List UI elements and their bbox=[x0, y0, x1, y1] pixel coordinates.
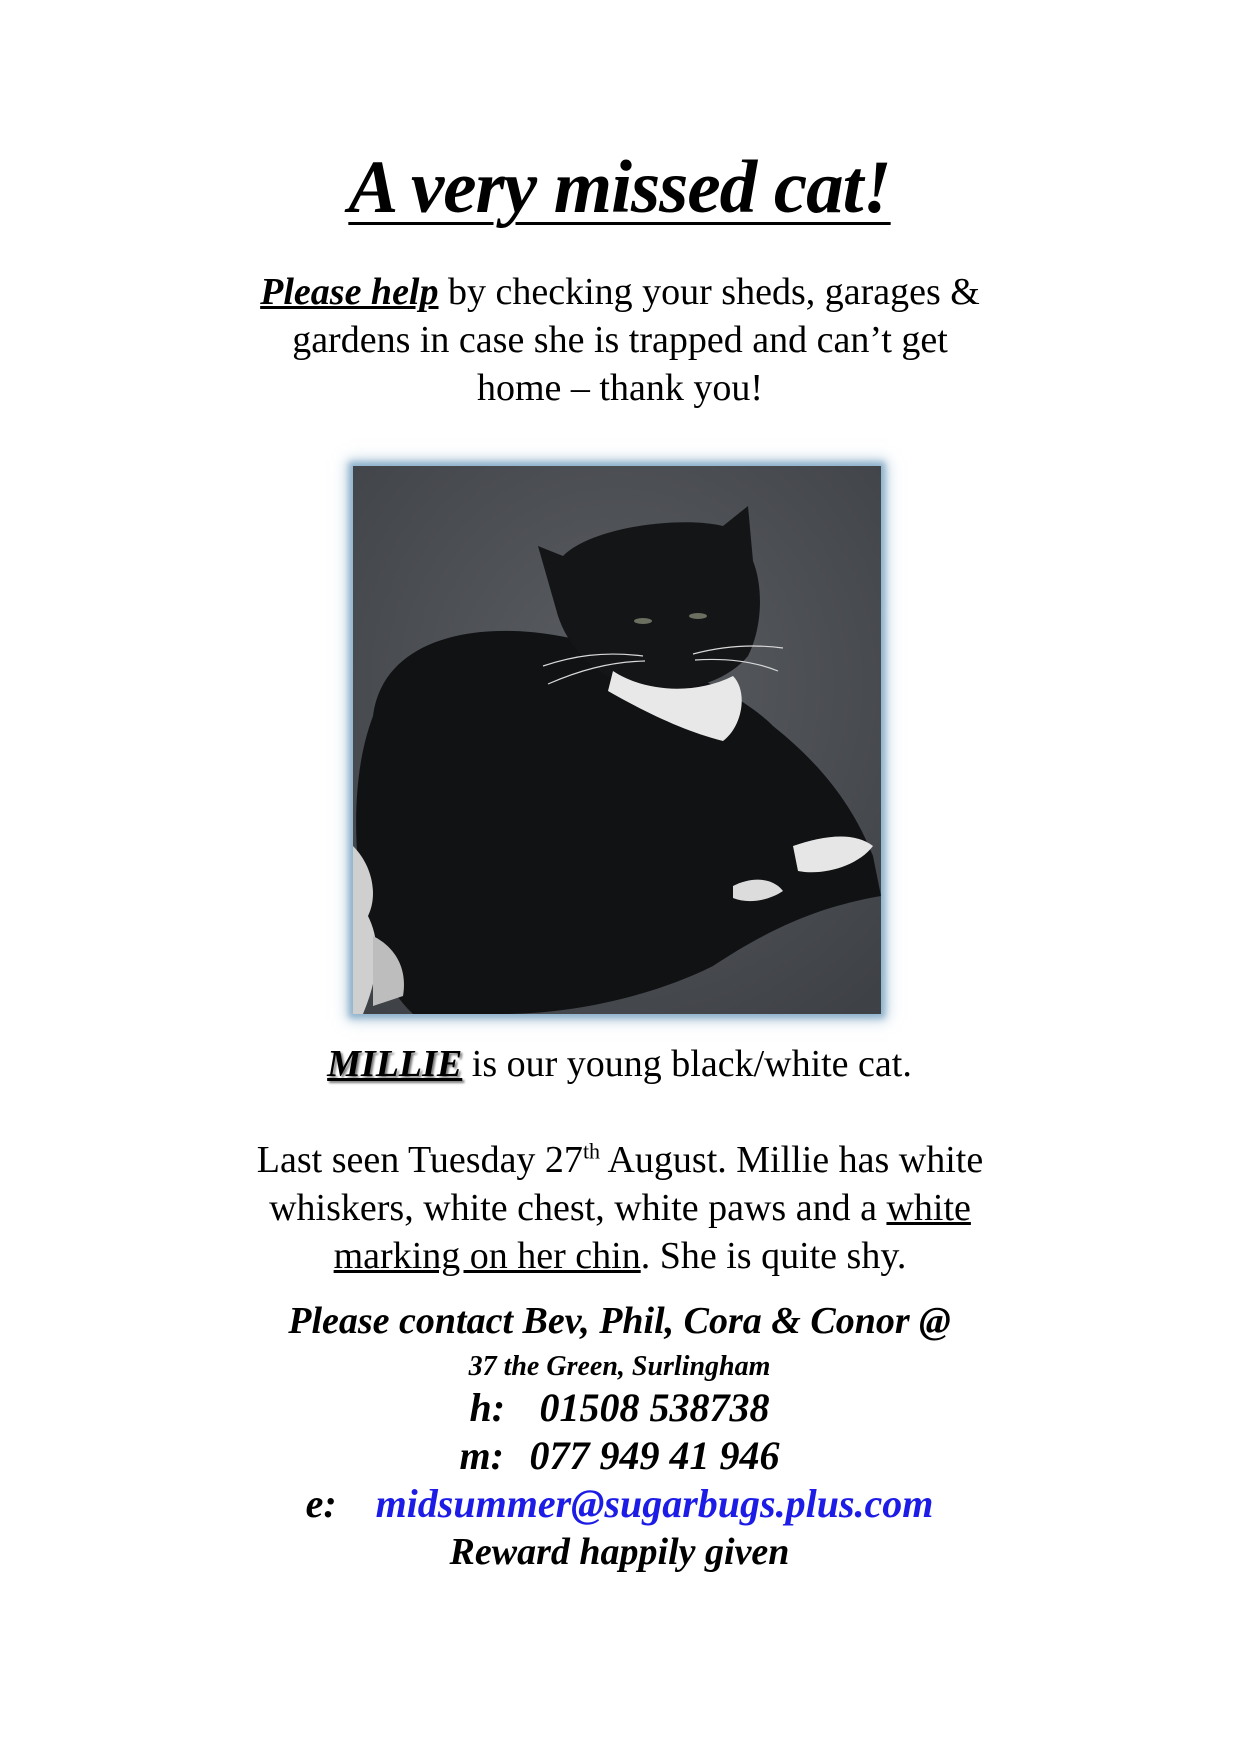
desc-sup: th bbox=[582, 1138, 601, 1164]
contact-heading: Please contact Bev, Phil, Cora & Conor @ bbox=[288, 1300, 951, 1342]
home-phone-number[interactable]: 01508 538738 bbox=[539, 1385, 770, 1430]
home-phone-label: h: bbox=[469, 1385, 506, 1430]
reward-note: Reward happily given bbox=[449, 1531, 790, 1573]
poster-title: A very missed cat! bbox=[348, 146, 891, 229]
desc-underline-1: white bbox=[886, 1187, 971, 1229]
contact-address: 37 the Green, Surlingham bbox=[468, 1351, 771, 1382]
desc-part-a: Last seen Tuesday 27 bbox=[256, 1139, 583, 1181]
intro-text bbox=[180, 268, 1060, 412]
cat-description bbox=[190, 1136, 1050, 1280]
black-white-cat-photo-icon bbox=[353, 466, 881, 1014]
home-phone-line bbox=[0, 1384, 1239, 1432]
please-help-emphasis: Please help bbox=[260, 271, 439, 313]
email-link[interactable]: midsummer@sugarbugs.plus.com bbox=[375, 1481, 934, 1526]
mobile-phone-line bbox=[0, 1432, 1239, 1480]
desc-part-b: August. Millie has white bbox=[600, 1139, 984, 1181]
mobile-phone-number[interactable]: 077 949 41 946 bbox=[529, 1433, 780, 1478]
email-line bbox=[0, 1480, 1239, 1528]
intro-line-3: home – thank you! bbox=[476, 367, 763, 409]
cat-intro-line bbox=[0, 1040, 1239, 1088]
cat-name: MILLIE bbox=[327, 1043, 463, 1085]
mobile-phone-label: m: bbox=[459, 1433, 504, 1478]
desc-underline-2: marking on her chin bbox=[333, 1235, 641, 1277]
desc-part-c: whiskers, white chest, white paws and a bbox=[269, 1187, 887, 1229]
intro-line-1: by checking your sheds, garages & bbox=[438, 271, 980, 313]
cat-photo bbox=[353, 466, 881, 1014]
cat-intro-rest: is our young black/white cat. bbox=[462, 1043, 912, 1085]
intro-line-2: gardens in case she is trapped and can’t get bbox=[292, 319, 948, 361]
email-label: e: bbox=[305, 1481, 337, 1526]
desc-part-d: . She is quite shy. bbox=[640, 1235, 907, 1277]
